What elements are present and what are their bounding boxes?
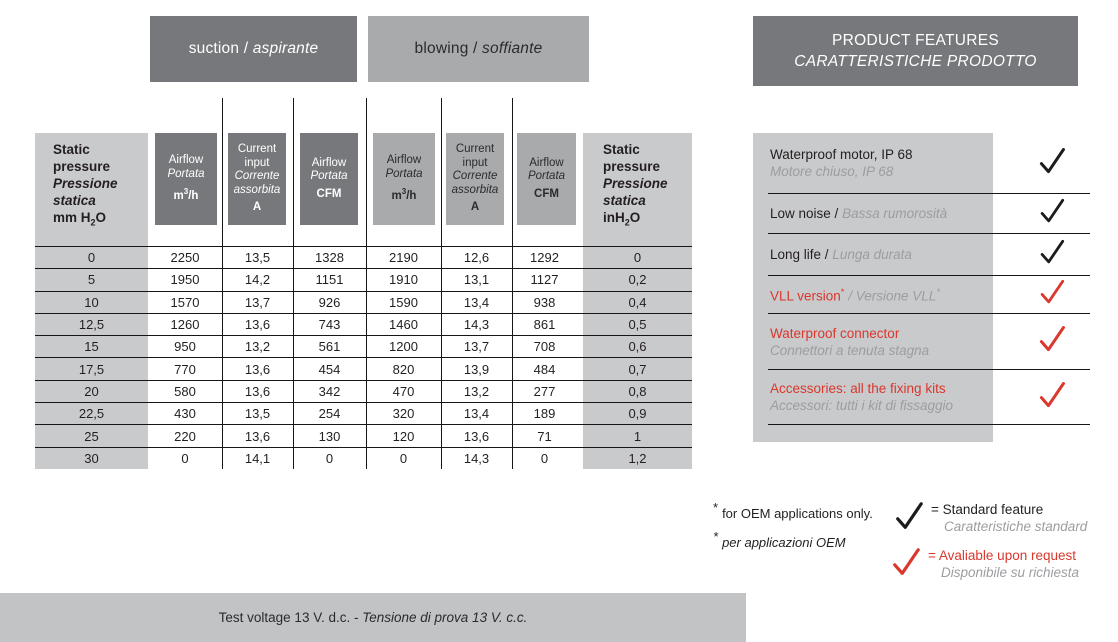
table-cell: 12,5 <box>78 317 105 333</box>
feature-text <box>768 325 929 359</box>
table-cell: 189 <box>533 406 556 422</box>
test-voltage-footer-bar <box>0 593 746 642</box>
table-cell: 320 <box>392 406 415 422</box>
table-cell: 1910 <box>389 272 418 288</box>
m3h-unit <box>174 185 199 203</box>
table-cell: 13,2 <box>244 339 271 355</box>
left-header-line4: statica <box>53 193 96 208</box>
table-cell: 2190 <box>389 250 418 266</box>
feature-row-long-life <box>768 234 1090 276</box>
table-cell: 0,2 <box>628 272 647 288</box>
feature-label-en: Low noise <box>770 206 831 221</box>
table-cell: 430 <box>174 406 196 422</box>
right-unit-prefix: inH <box>603 210 625 225</box>
m3h-unit <box>392 185 417 203</box>
feature-text <box>768 380 953 414</box>
right-header-line2: pressure <box>603 159 661 174</box>
table-cell: 0,7 <box>628 361 647 377</box>
request-check-icon <box>1020 277 1084 312</box>
right-header-line1: Static <box>603 142 640 157</box>
product-features-header <box>753 16 1078 86</box>
blowing-label-en: blowing <box>414 40 469 57</box>
table-cell: 220 <box>174 428 196 444</box>
table-cell: 12,6 <box>463 250 490 266</box>
table-cell: 454 <box>318 361 341 377</box>
table-cell: 15 <box>84 339 99 355</box>
table-row <box>35 291 692 313</box>
oem-footnote <box>713 496 873 554</box>
ampere-unit: A <box>252 201 262 214</box>
table-cell: 938 <box>533 294 556 310</box>
footnote-line-it <box>713 525 873 554</box>
table-cell: 14,3 <box>463 450 490 466</box>
blowing-section-header <box>368 16 589 82</box>
table-row <box>35 402 692 424</box>
footnote-line-en <box>713 496 873 525</box>
unit-superscript: 3 <box>183 187 189 197</box>
table-cell: 1950 <box>170 272 200 288</box>
table-cell: 708 <box>533 339 556 355</box>
suction-label-en: suction <box>188 40 240 57</box>
blowing-separator: / <box>468 40 483 57</box>
legend-line-en <box>928 547 1079 564</box>
suction-separator: / <box>239 40 253 57</box>
product-features-title-en: PRODUCT FEATURES <box>832 32 999 49</box>
col-header-suction-airflow-cfm <box>300 133 358 225</box>
legend-line-en <box>931 501 1087 518</box>
table-cell: 0,6 <box>628 339 647 355</box>
footer-separator: - <box>350 610 363 625</box>
legend-label-it: Caratteristiche standard <box>944 519 1088 534</box>
current-label: Current <box>455 143 495 156</box>
table-row <box>35 313 692 335</box>
table-cell: 1460 <box>389 317 418 333</box>
table-cell: 20 <box>84 383 99 399</box>
right-unit-subscript: 2 <box>624 217 630 228</box>
feature-separator: / <box>844 288 856 304</box>
asterisk: * <box>713 500 719 515</box>
airflow-label: Airflow <box>311 156 347 169</box>
unit-superscript: 3 <box>401 187 407 197</box>
feature-label-en: VLL version <box>770 288 841 304</box>
feature-row-accessories <box>768 370 1090 425</box>
table-row <box>35 357 692 379</box>
table-cell: 1260 <box>170 317 200 333</box>
table-cell: 13,7 <box>244 294 271 310</box>
table-row <box>35 335 692 357</box>
legend-available-upon-request <box>890 545 1079 584</box>
table-cell: 861 <box>533 317 556 333</box>
table-cell: 0,5 <box>628 317 647 333</box>
table-cell: 71 <box>537 428 552 444</box>
table-cell: 0 <box>399 450 408 466</box>
right-header-line4: statica <box>603 193 646 208</box>
standard-check-icon <box>1020 196 1084 231</box>
table-cell: 14,2 <box>244 272 271 288</box>
portata-label: Portata <box>167 167 205 180</box>
table-cell: 13,4 <box>463 406 490 422</box>
unit-prefix: m <box>391 190 402 203</box>
table-cell: 13,9 <box>463 361 490 377</box>
portata-label: Portata <box>385 167 423 180</box>
table-cell: 13,6 <box>244 383 271 399</box>
portata-label: Portata <box>310 170 348 183</box>
footer-text-it: Tensione di prova 13 V. c.c. <box>362 610 528 625</box>
left-header-line1: Static <box>53 142 90 157</box>
suction-section-header <box>150 16 357 82</box>
standard-check-icon <box>1020 237 1084 272</box>
col-header-blowing-airflow-m3h <box>373 133 435 225</box>
cfm-unit: CFM <box>316 187 342 200</box>
table-cell: 1,2 <box>628 450 647 466</box>
table-row <box>35 447 692 469</box>
table-cell: 0 <box>540 450 549 466</box>
feature-label-en: Long life <box>770 247 822 262</box>
feature-label-it: Lunga durata <box>832 247 912 262</box>
input-label: input <box>244 156 270 169</box>
left-unit-suffix: O <box>95 210 107 225</box>
table-cell: 820 <box>392 361 415 377</box>
left-unit-subscript: 2 <box>90 217 96 228</box>
table-cell: 13,5 <box>244 250 271 266</box>
table-cell: 10 <box>84 294 99 310</box>
table-cell: 484 <box>533 361 556 377</box>
table-cell: 743 <box>318 317 341 333</box>
input-label: input <box>462 156 488 169</box>
standard-check-icon <box>893 499 925 538</box>
current-label: Current <box>237 143 277 156</box>
col-header-suction-airflow-m3h <box>155 133 217 225</box>
left-header-line3: Pressione <box>53 176 118 191</box>
legend-text <box>928 547 1079 581</box>
col-header-blowing-airflow-cfm <box>517 133 576 225</box>
table-row <box>35 424 692 446</box>
table-cell: 13,6 <box>244 361 271 377</box>
equals-sign: = <box>928 548 939 563</box>
feature-text <box>768 205 947 222</box>
table-row <box>35 380 692 402</box>
table-cell: 13,4 <box>463 294 490 310</box>
feature-label-en: Waterproof motor, IP 68 <box>770 147 913 162</box>
feature-row-waterproof-connector <box>768 314 1090 370</box>
footer-text-en: Test voltage 13 V. d.c. <box>218 610 351 625</box>
table-cell: 1292 <box>530 250 559 266</box>
table-cell: 1151 <box>315 272 344 288</box>
table-cell: 13,6 <box>463 428 490 444</box>
legend-label-en: Avaliable upon request <box>938 548 1076 563</box>
table-cell: 950 <box>174 339 196 355</box>
cfm-unit: CFM <box>534 187 559 200</box>
airflow-label: Airflow <box>168 154 204 167</box>
corrente-label: Corrente <box>234 170 280 183</box>
table-cell: 13,1 <box>463 272 490 288</box>
table-cell: 13,2 <box>463 383 490 399</box>
corrente-label: Corrente <box>452 170 498 183</box>
table-cell: 470 <box>392 383 415 399</box>
feature-label-en: Waterproof connector <box>770 325 900 341</box>
table-cell: 254 <box>318 406 341 422</box>
table-cell: 0,4 <box>628 294 647 310</box>
suction-label-it: aspirante <box>252 40 319 57</box>
feature-label-it: Versione VLL <box>855 288 937 304</box>
table-row <box>35 246 692 268</box>
table-cell: 0 <box>181 450 189 466</box>
feature-text <box>768 146 913 180</box>
table-cell: 342 <box>318 383 341 399</box>
col-header-blowing-current <box>446 133 504 225</box>
request-check-icon <box>1020 379 1084 416</box>
equals-sign: = <box>931 502 943 517</box>
right-unit-suffix: O <box>629 210 641 225</box>
table-cell: 0 <box>325 450 334 466</box>
table-cell: 17,5 <box>78 361 105 377</box>
table-cell: 14,1 <box>244 450 271 466</box>
table-cell: 13,6 <box>244 428 271 444</box>
airflow-label: Airflow <box>386 154 422 167</box>
feature-label-en: Accessories: all the fixing kits <box>770 381 946 396</box>
table-cell: 0 <box>87 250 96 266</box>
table-cell: 1570 <box>170 294 200 310</box>
footnote-text-it: per applicazioni OEM <box>722 535 846 550</box>
table-cell: 13,5 <box>244 406 271 422</box>
table-body <box>35 246 692 469</box>
feature-separator: / <box>830 206 843 221</box>
table-cell: 1 <box>633 428 642 444</box>
ampere-unit: A <box>470 201 480 214</box>
standard-check-icon <box>1020 145 1084 182</box>
table-cell: 120 <box>392 428 415 444</box>
table-cell: 0,9 <box>628 406 647 422</box>
table-cell: 5 <box>87 272 96 288</box>
unit-prefix: m <box>173 190 184 203</box>
feature-label-it: Bassa rumorosità <box>842 206 948 221</box>
feature-asterisk: * <box>936 287 941 299</box>
left-header-unit <box>53 209 118 232</box>
static-pressure-in-header <box>603 141 668 232</box>
col-header-suction-current <box>228 133 286 225</box>
feature-separator: / <box>821 247 833 262</box>
legend-standard-feature <box>893 499 1087 538</box>
table-cell: 1127 <box>530 272 559 288</box>
table-cell: 22,5 <box>78 406 105 422</box>
unit-suffix: /h <box>188 190 199 203</box>
product-features-title-it: CARATTERISTICHE PRODOTTO <box>794 53 1037 70</box>
table-cell: 130 <box>318 428 341 444</box>
asterisk: * <box>713 529 719 544</box>
table-cell: 926 <box>318 294 341 310</box>
unit-suffix: /h <box>406 190 417 203</box>
right-header-line3: Pressione <box>603 176 668 191</box>
request-check-icon <box>890 545 922 584</box>
table-row <box>35 268 692 290</box>
legend-label-en: Standard feature <box>942 502 1044 517</box>
table-cell: 25 <box>84 428 99 444</box>
feature-label-it: Connettori a tenuta stagna <box>770 342 930 358</box>
feature-row-vll-version <box>768 276 1090 314</box>
left-header-line2: pressure <box>53 159 111 174</box>
legend-label-it: Disponibile su richiesta <box>941 565 1080 580</box>
static-pressure-mm-header <box>53 141 118 232</box>
left-unit-prefix: mm H <box>53 210 91 225</box>
table-cell: 1200 <box>389 339 418 355</box>
feature-asterisk: * <box>840 287 845 299</box>
table-cell: 0,8 <box>628 383 647 399</box>
feature-text <box>768 246 912 263</box>
assorbita-label: assorbita <box>451 183 499 196</box>
table-cell: 580 <box>174 383 196 399</box>
blowing-label-it: soffiante <box>482 40 543 57</box>
table-cell: 0 <box>633 250 642 266</box>
request-check-icon <box>1020 323 1084 360</box>
table-cell: 770 <box>174 361 196 377</box>
table-cell: 13,6 <box>244 317 271 333</box>
portata-label: Portata <box>527 170 566 183</box>
right-header-unit <box>603 209 668 232</box>
features-list <box>768 133 1090 425</box>
table-cell: 30 <box>84 450 99 466</box>
feature-label-it: Motore chiuso, IP 68 <box>770 164 894 179</box>
table-cell: 2250 <box>170 250 200 266</box>
table-cell: 1590 <box>389 294 418 310</box>
footnote-text-en: for OEM applications only. <box>722 506 873 521</box>
table-cell: 14,3 <box>463 317 490 333</box>
feature-label-it: Accessori: tutti i kit di fissaggio <box>770 398 954 413</box>
legend-text <box>931 501 1087 535</box>
assorbita-label: assorbita <box>233 183 281 196</box>
table-cell: 561 <box>318 339 341 355</box>
feature-row-low-noise <box>768 194 1090 234</box>
feature-row-waterproof-motor <box>768 133 1090 194</box>
table-cell: 277 <box>533 383 556 399</box>
table-cell: 13,7 <box>463 339 490 355</box>
airflow-label: Airflow <box>529 156 564 169</box>
feature-text <box>768 284 940 305</box>
table-cell: 1328 <box>315 250 344 266</box>
